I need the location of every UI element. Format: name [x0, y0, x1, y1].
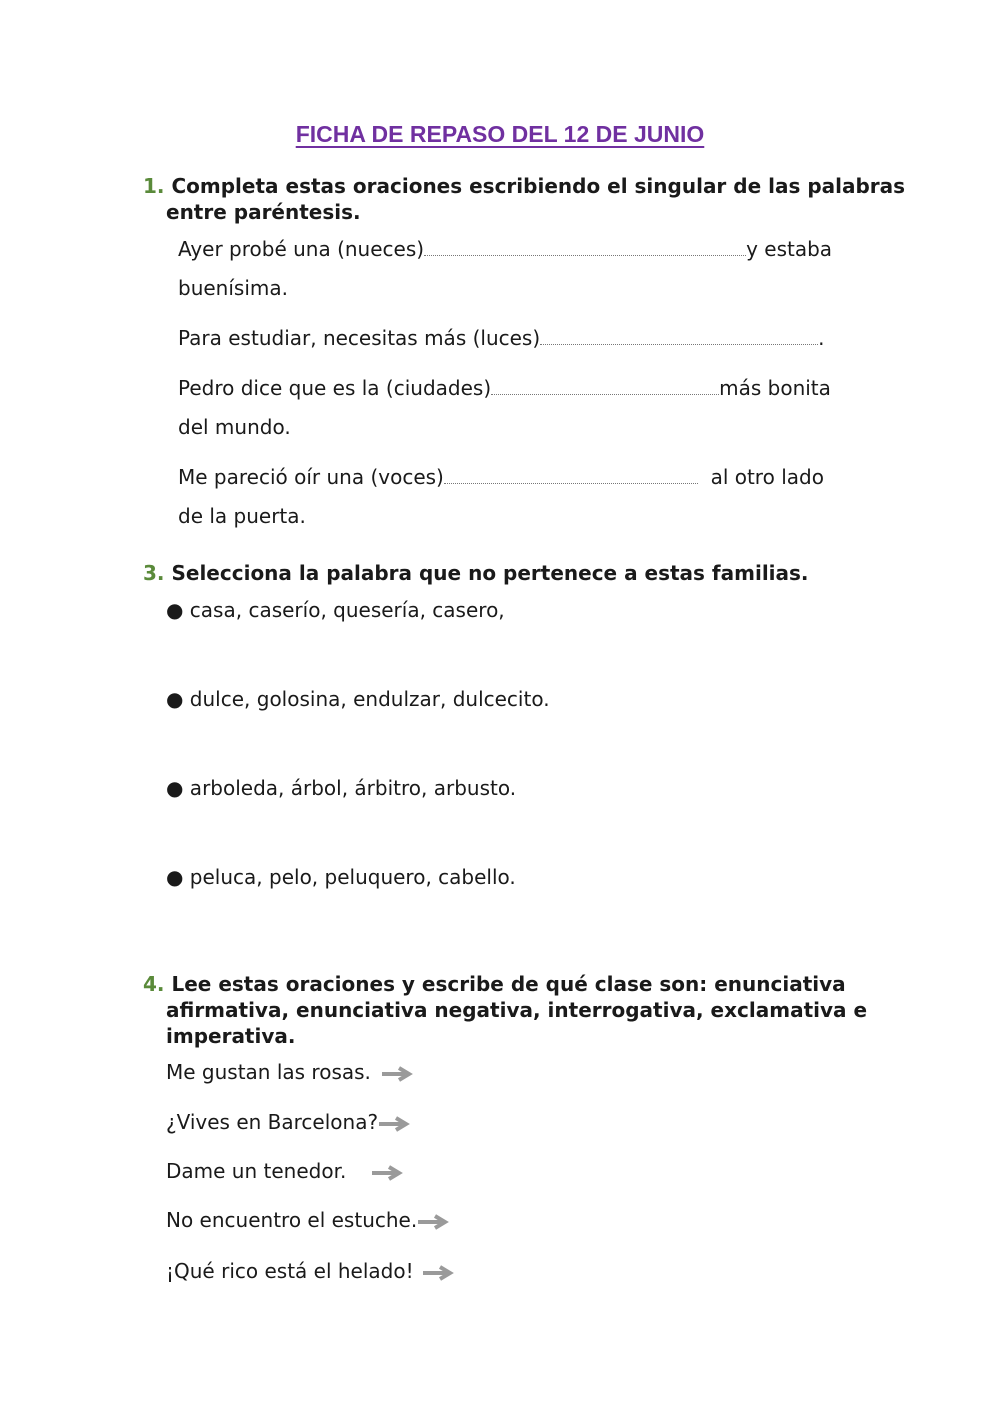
q3-family-item[interactable]: ● peluca, pelo, peluquero, cabello. — [166, 865, 516, 889]
q1-s3-after: más bonita — [719, 376, 831, 400]
q1-s1-continuation: buenísima. — [178, 276, 288, 300]
question-4-text-line3: imperativa. — [166, 1024, 296, 1048]
q1-s4-before: Me pareció oír una (voces) — [178, 465, 444, 489]
q4-sentence-row — [166, 1059, 413, 1085]
question-1-heading — [143, 173, 905, 199]
q1-s1-after: y estaba — [746, 237, 833, 261]
q1-s4-continuation: de la puerta. — [178, 504, 306, 528]
question-4-heading — [143, 971, 846, 997]
arrow-right-icon — [378, 1116, 410, 1132]
q1-s2-before: Para estudiar, necesitas más (luces) — [178, 326, 541, 350]
arrow-right-icon — [422, 1265, 454, 1281]
q1-s3-answer-blank[interactable] — [491, 374, 719, 395]
q4-sentence: No encuentro el estuche. — [166, 1208, 418, 1232]
q1-s2-answer-blank[interactable] — [540, 324, 818, 345]
q1-s4-answer-blank[interactable] — [444, 463, 698, 484]
q3-family-item[interactable]: ● casa, caserío, quesería, casero, — [166, 598, 505, 622]
arrow-right-icon — [417, 1214, 449, 1230]
question-3-number: 3. — [143, 561, 165, 585]
q1-s2-after: . — [818, 326, 825, 350]
question-3-heading — [143, 560, 809, 586]
q4-sentence: ¿Vives en Barcelona? — [166, 1110, 379, 1134]
q1-sentence-4 — [178, 463, 824, 490]
q4-sentence-row — [166, 1258, 454, 1284]
question-3-text: Selecciona la palabra que no pertenece a estas familias. — [171, 561, 809, 585]
q4-sentence-row — [166, 1158, 403, 1184]
question-4-number: 4. — [143, 972, 165, 996]
question-1-text-line2: entre paréntesis. — [166, 200, 361, 224]
question-1-number: 1. — [143, 174, 165, 198]
q4-sentence-row — [166, 1207, 449, 1233]
q3-family-item[interactable]: ● dulce, golosina, endulzar, dulcecito. — [166, 687, 550, 711]
q4-sentence: Me gustan las rosas. — [166, 1060, 371, 1084]
question-4-text-line1: Lee estas oraciones y escribe de qué clase son: enunciativa — [171, 972, 846, 996]
q4-sentence: Dame un tenedor. — [166, 1159, 347, 1183]
arrow-right-icon — [371, 1165, 403, 1181]
q1-sentence-1 — [178, 235, 832, 262]
q1-s3-continuation: del mundo. — [178, 415, 291, 439]
q1-s1-answer-blank[interactable] — [424, 235, 746, 256]
q1-s3-before: Pedro dice que es la (ciudades) — [178, 376, 492, 400]
arrow-right-icon — [381, 1066, 413, 1082]
q1-s4-after: al otro lado — [710, 465, 824, 489]
q4-sentence-row — [166, 1109, 410, 1135]
question-1-text-line1: Completa estas oraciones escribiendo el singular de las palabras — [171, 174, 906, 198]
q1-sentence-2 — [178, 324, 825, 351]
q3-family-item[interactable]: ● arboleda, árbol, árbitro, arbusto. — [166, 776, 517, 800]
q1-sentence-3 — [178, 374, 831, 401]
q1-s1-before: Ayer probé una (nueces) — [178, 237, 425, 261]
page-title: FICHA DE REPASO DEL 12 DE JUNIO — [295, 121, 705, 147]
question-4-text-line2: afirmativa, enunciativa negativa, interrogativa, exclamativa e — [166, 998, 868, 1022]
q4-sentence: ¡Qué rico está el helado! — [166, 1259, 414, 1283]
